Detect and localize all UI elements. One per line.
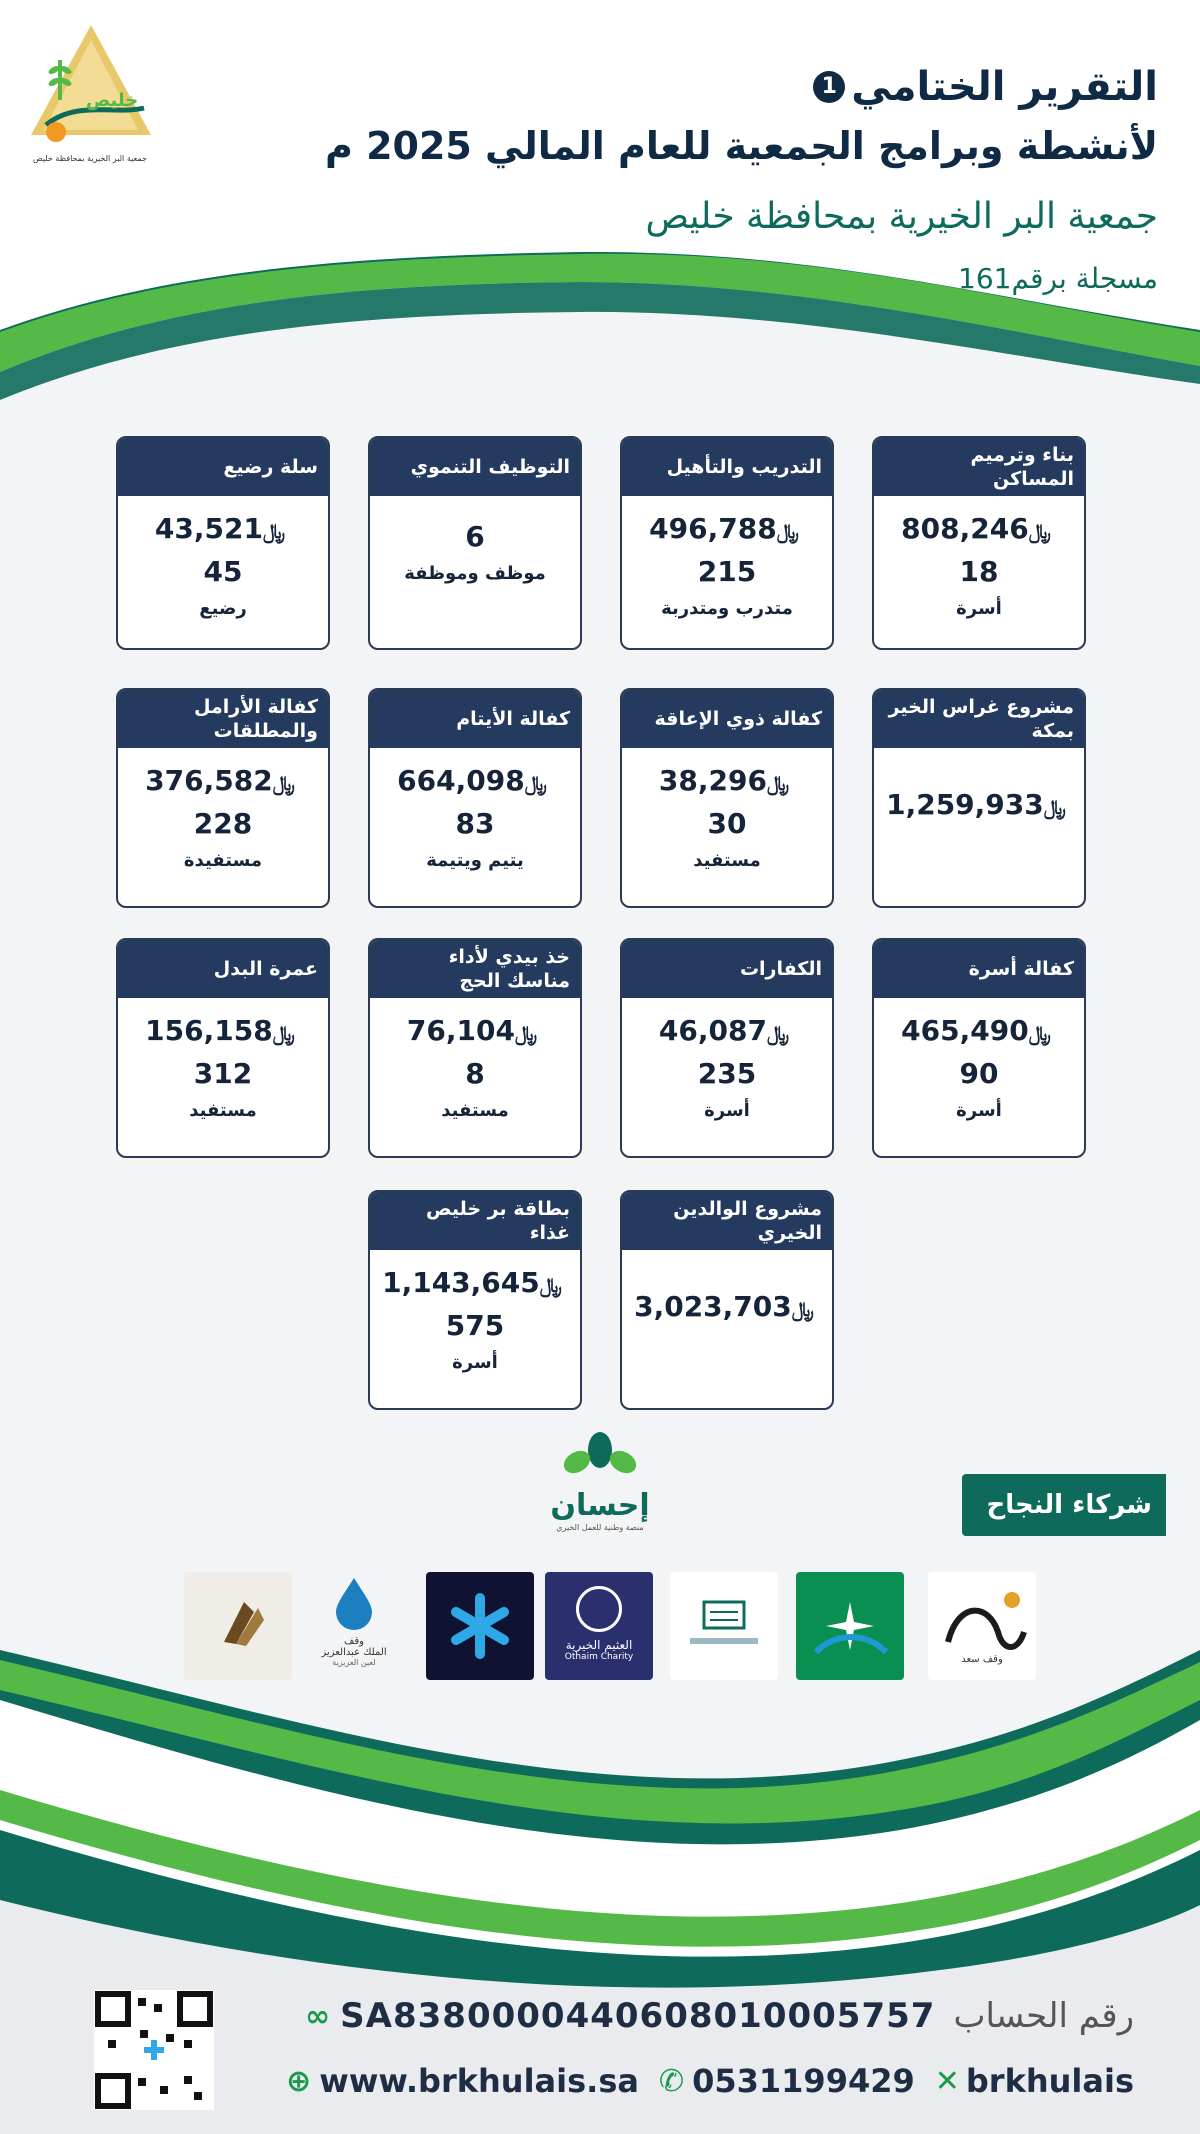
program-card-amount <box>874 512 1084 545</box>
amount-value: 156,158 <box>145 1014 273 1047</box>
ehsan-logo <box>540 1430 660 1550</box>
program-card-count: 215 <box>697 555 757 588</box>
program-card-unit: أسرة <box>956 598 1002 619</box>
othaim-name: العثيم الخيرية <box>565 1638 633 1652</box>
partners-label-text: شركاء النجاح <box>986 1490 1152 1520</box>
amount-value: 496,788 <box>649 512 777 545</box>
program-card-amount <box>370 1014 580 1047</box>
program-card <box>116 688 330 908</box>
waqf-line2: الملك عبدالعزيز <box>321 1647 387 1658</box>
partner-othaim <box>545 1572 653 1680</box>
program-card-title: كفالة الأرامل والمطلقات <box>118 690 328 748</box>
program-card-unit: مستفيد <box>441 1100 509 1121</box>
program-card-count: 83 <box>455 807 495 840</box>
program-card-amount <box>622 512 832 545</box>
contact-row <box>286 2062 1134 2100</box>
globe-icon: ⊕ <box>286 2063 312 2099</box>
program-card-title: مشروع غراس الخير بمكة <box>874 690 1084 748</box>
riyal-symbol-icon: ﷼ <box>262 519 286 543</box>
program-card-title: التدريب والتأهيل <box>622 438 832 496</box>
program-card <box>368 938 582 1158</box>
qr-code <box>94 1990 214 2110</box>
partner-saad-waqf <box>928 1572 1036 1680</box>
org-name: جمعية البر الخيرية بمحافظة خليص <box>645 196 1158 237</box>
program-card-title: خذ بيدي لأداء مناسك الحج <box>370 940 580 998</box>
amount-value: 43,521 <box>154 512 263 545</box>
saad-label: وقف سعد <box>961 1654 1003 1665</box>
program-card-unit: مستفيد <box>189 1100 257 1121</box>
blue-asterisk-icon <box>426 1572 534 1680</box>
program-card <box>368 1190 582 1410</box>
program-card-unit: متدرب ومتدربة <box>661 598 793 619</box>
program-card-unit: أسرة <box>452 1352 498 1373</box>
program-card-unit: مستفيدة <box>183 850 263 871</box>
riyal-symbol-icon: ﷼ <box>524 771 547 795</box>
foundation-logo-icon <box>670 1572 778 1680</box>
partner-aramco <box>796 1572 904 1680</box>
riyal-symbol-icon: ﷼ <box>272 771 295 795</box>
program-card <box>872 938 1086 1158</box>
logo-name: خليص <box>86 90 139 111</box>
registration-number: مسجلة برقم161 <box>958 262 1158 295</box>
title-badge: 1 <box>813 71 845 103</box>
program-card-count: 235 <box>697 1057 757 1090</box>
program-card-unit: موظف وموظفة <box>404 563 546 584</box>
program-card <box>620 1190 834 1410</box>
amount-value: 46,087 <box>658 1014 767 1047</box>
program-card <box>620 436 834 650</box>
partner-foundation <box>670 1572 778 1680</box>
program-card-count: 45 <box>203 555 243 588</box>
program-card-unit: أسرة <box>956 1100 1002 1121</box>
amount-value: 3,023,703 <box>634 1290 792 1323</box>
program-card-amount <box>370 1266 580 1299</box>
ehsan-tagline: منصة وطنية للعمل الخيري <box>556 1523 644 1532</box>
program-card-title: التوظيف التنموي <box>370 438 580 496</box>
website[interactable]: www.brkhulais.sa <box>319 2062 639 2100</box>
report-title <box>813 64 1158 110</box>
riyal-symbol-icon: ﷼ <box>766 771 790 795</box>
program-card-title: سلة رضيع <box>118 438 328 496</box>
partner-wheat <box>184 1572 292 1680</box>
amount-value: 376,582 <box>145 764 273 797</box>
program-card <box>620 688 834 908</box>
program-card <box>368 436 582 650</box>
phone[interactable]: 0531199429 <box>692 2062 915 2100</box>
program-card-count: 575 <box>445 1309 505 1342</box>
logo-caption: جمعية البر الخيرية بمحافظة خليص <box>33 154 147 163</box>
riyal-symbol-icon: ﷼ <box>539 1273 562 1297</box>
partner-waqf-abdulaziz <box>300 1572 408 1680</box>
program-card <box>620 938 834 1158</box>
riyal-symbol-icon: ﷼ <box>1028 519 1051 543</box>
amount-value: 465,490 <box>901 1014 1029 1047</box>
riyal-symbol-icon: ﷼ <box>1043 795 1066 819</box>
program-card-title: كفالة ذوي الإعاقة <box>622 690 832 748</box>
program-card <box>872 688 1086 908</box>
program-card <box>116 938 330 1158</box>
whatsapp-icon: ✆ <box>658 2063 685 2099</box>
riyal-symbol-icon: ﷼ <box>1028 1021 1051 1045</box>
amount-value: 38,296 <box>658 764 767 797</box>
ehsan-name: إحسان <box>550 1488 650 1523</box>
program-card-count: 8 <box>465 1057 485 1090</box>
link-icon: ∞ <box>305 1998 331 2034</box>
program-card-title: الكفارات <box>622 940 832 998</box>
othaim-en: Othaim Charity <box>564 1652 634 1662</box>
partners-label <box>962 1474 1166 1536</box>
amount-value: 76,104 <box>406 1014 515 1047</box>
program-card-amount <box>118 512 328 545</box>
program-card <box>116 436 330 650</box>
program-card-count: 18 <box>959 555 999 588</box>
program-card-count: 6 <box>465 520 485 553</box>
program-card-title: بناء وترميم المساكن <box>874 438 1084 496</box>
program-card-amount <box>118 1014 328 1047</box>
program-card-unit: يتيم ويتيمة <box>426 850 524 871</box>
org-logo <box>26 20 156 180</box>
account-row <box>305 1996 1134 2036</box>
program-card-amount <box>622 1290 832 1323</box>
program-card-amount <box>874 1014 1084 1047</box>
amount-value: 808,246 <box>901 512 1029 545</box>
x-handle[interactable]: brkhulais <box>965 2062 1134 2100</box>
program-card-unit: رضيع <box>199 598 247 619</box>
water-drop-icon <box>324 1572 384 1632</box>
program-card-count: 228 <box>193 807 253 840</box>
riyal-symbol-icon: ﷼ <box>766 1021 790 1045</box>
wheat-emblem-icon <box>184 1572 292 1680</box>
program-card-title: بطاقة بر خليص غذاء <box>370 1192 580 1250</box>
waqf-line3: لعين العزيزية <box>332 1658 376 1667</box>
waqf-line1: وقف <box>344 1636 364 1647</box>
riyal-symbol-icon: ﷼ <box>791 1297 814 1321</box>
program-card-amount <box>622 1014 832 1047</box>
wheat-triangle-icon <box>26 20 156 150</box>
account-label: رقم الحساب <box>953 1996 1134 2036</box>
riyal-symbol-icon: ﷼ <box>514 1021 538 1045</box>
program-card-amount <box>874 788 1084 821</box>
riyal-symbol-icon: ﷼ <box>272 1021 295 1045</box>
program-card-amount <box>622 764 832 797</box>
amount-value: 1,259,933 <box>886 788 1044 821</box>
riyal-symbol-icon: ﷼ <box>776 519 799 543</box>
program-card-count: 90 <box>959 1057 999 1090</box>
amount-value: 1,143,645 <box>382 1266 540 1299</box>
program-card <box>872 436 1086 650</box>
iban[interactable]: SA8380000440608010005757 <box>340 1996 936 2036</box>
program-card-count: 30 <box>707 807 747 840</box>
program-card-title: كفالة أسرة <box>874 940 1084 998</box>
othaim-icon <box>576 1586 622 1632</box>
leaf-cluster-icon <box>555 1430 645 1490</box>
program-card <box>368 688 582 908</box>
program-card-title: مشروع الوالدين الخيري <box>622 1192 832 1250</box>
title-line1: التقرير الختامي <box>851 64 1158 110</box>
program-card-amount <box>118 764 328 797</box>
amount-value: 664,098 <box>397 764 525 797</box>
program-card-unit: مستفيد <box>693 850 761 871</box>
program-card-unit: أسرة <box>704 1100 750 1121</box>
title-line2: لأنشطة وبرامج الجمعية للعام المالي 2025 م <box>324 124 1158 168</box>
program-card-title: كفالة الأيتام <box>370 690 580 748</box>
x-icon: ✕ <box>934 2063 960 2099</box>
qr-code-icon <box>94 1990 214 2110</box>
program-card-title: عمرة البدل <box>118 940 328 998</box>
program-card-amount <box>370 764 580 797</box>
aramco-star-icon <box>796 1572 904 1680</box>
program-card-count: 312 <box>193 1057 253 1090</box>
partner-blue-star <box>426 1572 534 1680</box>
